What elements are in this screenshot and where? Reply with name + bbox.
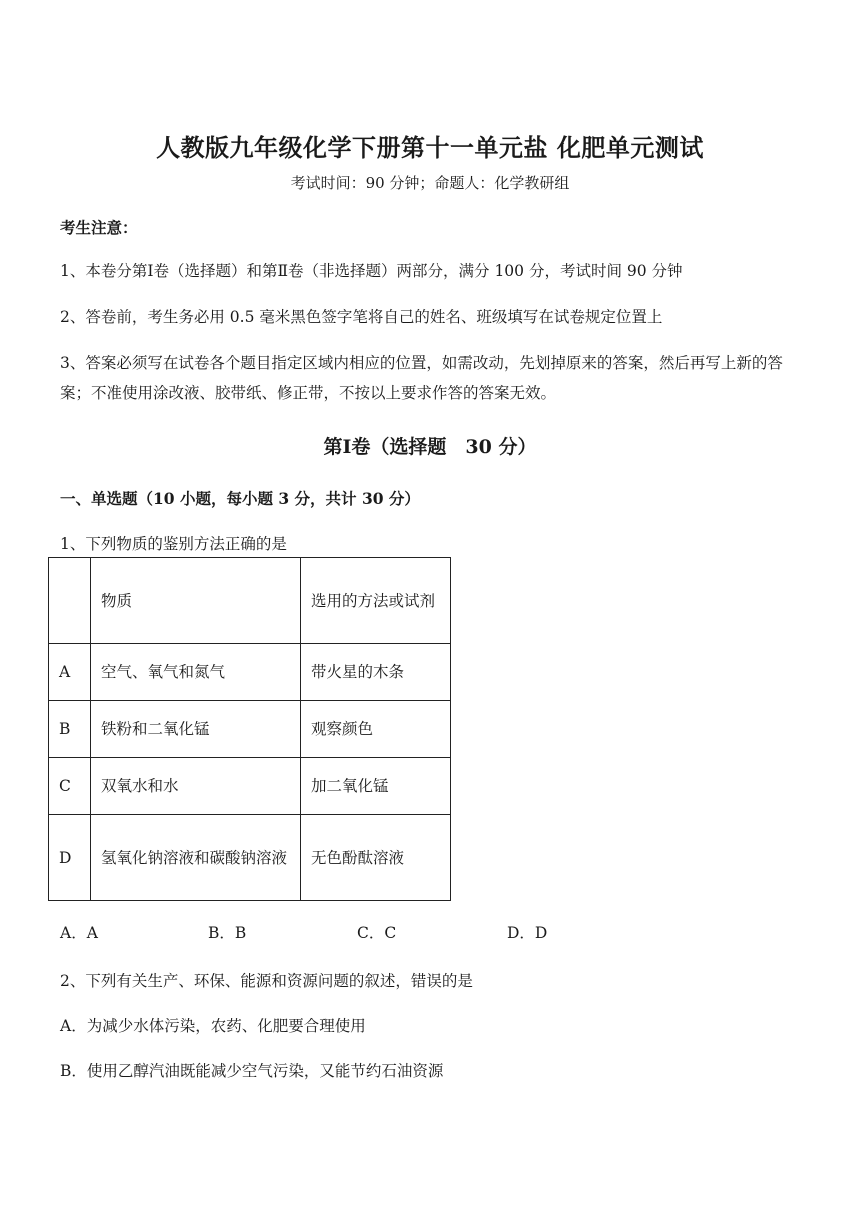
table-header-row (49, 558, 451, 644)
question-2-option-b[interactable]: B．使用乙醇汽油既能减少空气污染，又能节约石油资源 (60, 1062, 444, 1080)
question-1-options (60, 921, 820, 949)
table-row (49, 815, 451, 901)
section-title: 第Ⅰ卷（选择题 30 分） (323, 436, 537, 458)
table-row (49, 701, 451, 758)
question-2-stem: 2、下列有关生产、环保、能源和资源问题的叙述，错误的是 (60, 972, 473, 990)
table-cell-method: 无色酚酞溶液 (301, 815, 451, 901)
table-row (49, 758, 451, 815)
exam-subtitle: 考试时间：90 分钟；命题人：化学教研组 (290, 174, 570, 192)
option-d[interactable]: D．D (507, 924, 548, 942)
option-c[interactable]: C．C (357, 924, 397, 942)
table-cell-method: 加二氧化锰 (301, 758, 451, 815)
table-cell-substance: 氢氧化钠溶液和碳酸钠溶液 (91, 815, 301, 901)
option-a[interactable]: A．A (60, 924, 98, 942)
table-cell-label: C (49, 758, 91, 815)
table-cell-label: A (49, 644, 91, 701)
question-2-option-a[interactable]: A．为减少水体污染，农药、化肥要合理使用 (60, 1017, 366, 1035)
table-cell-method: 观察颜色 (301, 701, 451, 758)
table-cell-label: B (49, 701, 91, 758)
table-cell-label: D (49, 815, 91, 901)
table-cell (49, 558, 91, 644)
table-cell-substance: 双氧水和水 (91, 758, 301, 815)
table-row (49, 644, 451, 701)
question-1-table (48, 557, 451, 901)
part-heading: 一、单选题（10 小题，每小题 3 分，共计 30 分） (60, 489, 420, 508)
option-b[interactable]: B．B (208, 924, 247, 942)
question-1-stem: 1、下列物质的鉴别方法正确的是 (60, 535, 287, 553)
notice-item-1: 1、本卷分第Ⅰ卷（选择题）和第Ⅱ卷（非选择题）两部分，满分 100 分，考试时间 90 分钟 (60, 262, 683, 280)
table-cell-substance: 铁粉和二氧化锰 (91, 701, 301, 758)
notice-heading: 考生注意： (60, 218, 138, 237)
table-cell-substance: 空气、氧气和氮气 (91, 644, 301, 701)
notice-item-3: 3、答案必须写在试卷各个题目指定区域内相应的位置，如需改动，先划掉原来的答案，然后再写上新的答案；不准使用涂改液、胶带纸、修正带，不按以上要求作答的答案无效。 (60, 354, 783, 402)
notice-item-2: 2、答卷前，考生务必用 0.5 毫米黑色签字笔将自己的姓名、班级填写在试卷规定位置上 (60, 308, 663, 326)
table-header-method: 选用的方法或试剂 (301, 558, 451, 644)
table-cell-method: 带火星的木条 (301, 644, 451, 701)
table-header-substance: 物质 (91, 558, 301, 644)
exam-title: 人教版九年级化学下册第十一单元盐 化肥单元测试 (156, 133, 704, 162)
